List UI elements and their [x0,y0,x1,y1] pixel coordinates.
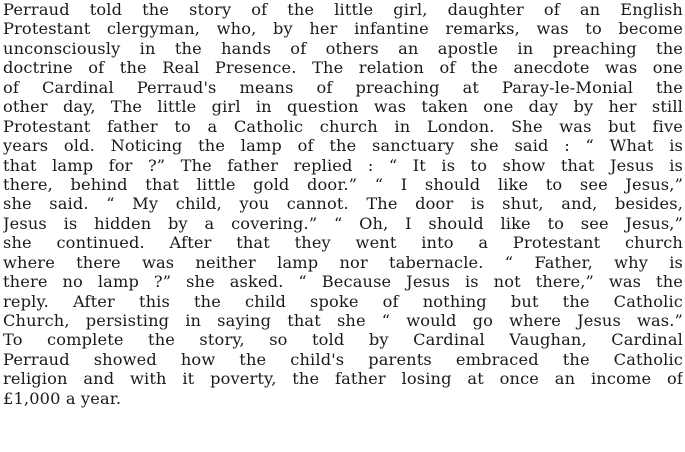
text-line: religion and with it poverty, the father losing at once an income of [3,369,683,389]
article-column [3,0,683,452]
text-line: that lamp for ?” The father replied : “ It is to show that Jesus is [3,155,683,175]
text-line: reply. After this the child spoke of nothing but the Catholic [3,291,683,311]
text-line: she said. “ My child, you cannot. The door is shut, and, besides, [3,194,683,214]
text-line: Perraud told the story of the little girl, daughter of an English [3,0,683,19]
text-line: Jesus is hidden by a covering.” “ Oh, I should like to see Jesus,” [3,213,683,233]
text-line: of Cardinal Perraud's means of preaching at Paray-le-Monial the [3,77,683,97]
text-line: Protestant clergyman, who, by her infantine remarks, was to become [3,19,683,39]
text-line: there, behind that little gold door.” “ I should like to see Jesus,” [3,174,683,194]
text-line-final: £1,000 a year. [3,388,122,408]
text-line: Church, persisting in saying that she “ would go where Jesus was.” [3,311,683,330]
text-line: To complete the story, so told by Cardinal Vaughan, Cardinal [3,330,683,350]
text-line: doctrine of the Real Presence. The relation of the anecdote was one [3,58,683,78]
text-line: years old. Noticing the lamp of the sanctuary she said : “ What is [3,136,683,156]
text-line: there no lamp ?” she asked. “ Because Jesus is not there,” was the [3,272,683,292]
text-line: she continued. After that they went into a Protestant church [3,233,683,253]
text-line: Protestant father to a Catholic church in London. She was but five [3,116,683,136]
text-line: Perraud showed how the child's parents embraced the Catholic [3,349,683,369]
text-line: other day, The little girl in question was taken one day by her still [3,97,683,117]
text-line: unconsciously in the hands of others an apostle in preaching the [3,38,683,58]
text-line: where there was neither lamp nor tabernacle. “ Father, why is [3,252,683,272]
